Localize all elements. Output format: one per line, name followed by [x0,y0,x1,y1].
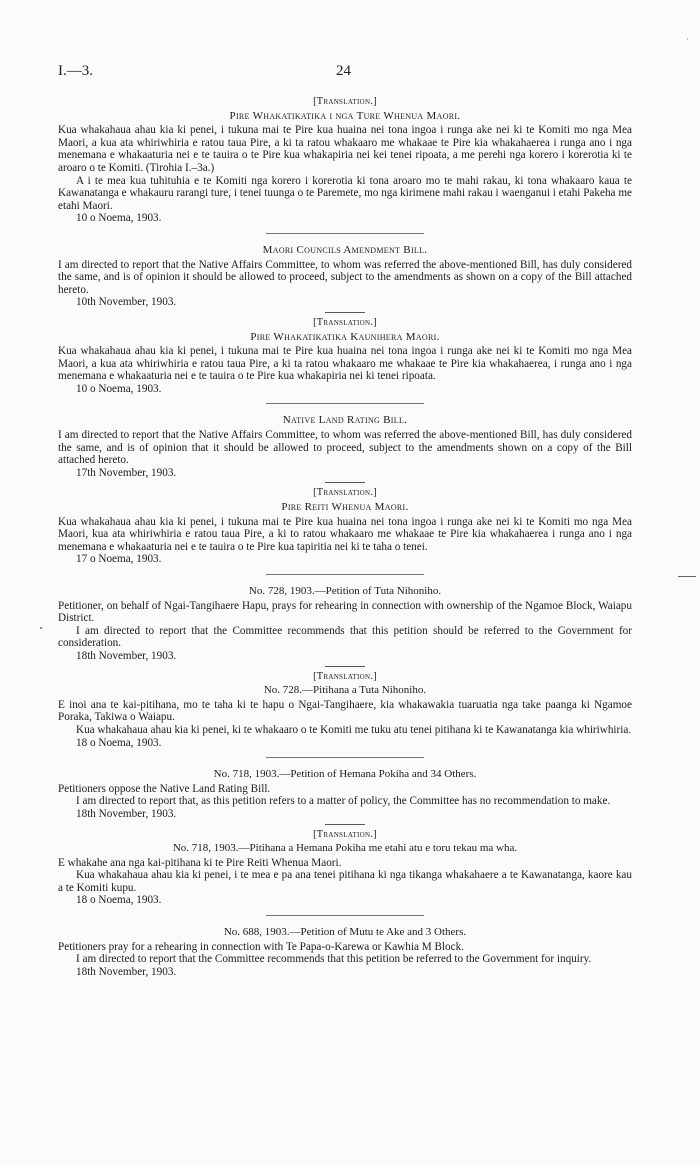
section-petition-688 [58,926,632,978]
paragraph: A i te mea kua tuhituhia e te Komiti nga korero i korerotia ki tona aroaro mo te mahi rakau, ki tona whakaaro kaua te Kawanatanga e whakauru rarangi ture, i tenei tuunga o te Paremete, mo nga kirimene mahi rakau i waenganui i etahi Pakeha me etahi Maori. [58,174,632,212]
short-divider [325,824,365,825]
date-line: 17th November, 1903. [76,466,177,479]
paragraph: Kua whakahaua ahau kia ki penei, i tukuna mai te Pire kua huaina nei tona ingoa i runga ake nei ki te Komiti mo nga Mea Maori, a kua ata whiriwhiria e ratou taua Pire, a ki ta ratou whakaaro me whakaae te Pire kia whakahaerea, i runga ano i nga menemana e whakaaturia nei e te tauira o te Pire kua whakapiria nei ki tenei ripoata. [58,345,632,383]
document-body [58,96,632,978]
paragraph: I am directed to report that the Committee recommends that this petition be referred to the Government for inquiry. [76,953,592,966]
date-line: 10th November, 1903. [76,296,177,309]
paragraph: Petitioners pray for a rehearing in connection with Te Papa-o-Karewa or Kawhia M Block. [58,940,464,953]
paragraph: I am directed to report that the Native Affairs Committee, to whom was referred the above-mentioned Bill, has duly considered the same, and is of opinion it should be allowed to proceed, subject to the amendments as shown on a copy of the Bill attached hereto. [58,258,632,296]
paragraph: I am directed to report that the Committee recommends that this petition should be referred to the Government for consideration. [58,624,632,650]
short-divider [325,666,365,667]
section-heading: Pire Whakatikatika i nga Ture Whenua Maori. [229,109,461,122]
margin-dot [40,627,42,629]
section-heading: Maori Councils Amendment Bill. [262,243,428,256]
date-line: 18th November, 1903. [76,649,177,662]
translation-heading: Pire Whakatikatika Kaunihera Maori. [250,330,440,343]
section-heading: No. 688, 1903.—Petition of Mutu te Ake and 3 Others. [223,926,467,939]
section-divider [266,574,424,575]
translation-heading: No. 718, 1903.—Pitihana a Hemana Pokiha me etahi atu e toru tekau ma wha. [172,842,518,855]
date-line: 17 o Noema, 1903. [76,553,162,566]
paragraph: Petitioner, on behalf of Ngai-Tangihaere Hapu, prays for rehearing in connection with ownership of the Ngamoe Block, Waiapu District. [58,599,632,625]
paragraph: Kua whakahaua ahau kia ki penei, i tukuna mai te Pire kua huaina nei tona ingoa i runga ake nei ki te Komiti mo nga Mea Maori, kua ata whiriwhiria e ratou taua Pire, a ki to ratou whakaaro me whakaae te Pire kia whakahaerea i runga ano i nga menemana e whakaaturia nei e te tauira o te Pire kua tapiritia nei ki te taha o tenei. [58,515,632,553]
section-petition-718 [58,768,632,907]
paragraph: Kua whakahaua ahau kia ki penei, i tukuna mai te Pire kua huaina nei tona ingoa i runga ake nei ki te Komiti mo nga Mea Maori, a kua ata whiriwhiria e ratou taua Pire, a ki ta ratou whakaaro me whakaae te Pire kia whakahaerea i runga ano i nga menemana e whakaaturia nei e te tauira o te Pire kua whakapiria nei kei tenei ripoata, a me perehi nga korero i korerotia ki te aroaro o te Komiti. (Tirohia I.–3a.) [58,124,632,174]
margin-speck: ` [686,37,689,47]
page-reference: I.—3. [58,63,93,79]
translation-heading: No. 728.—Pitihana a Tuta Nihoniho. [263,684,427,697]
paragraph: Kua whakahaua ahau kia ki penei, i te mea e pa ana tenei pitihana ki nga tikanga whakahaere a te Kawanatanga, kaore kau a te Komiti kupu. [58,869,632,894]
date-line: 10 o Noema, 1903. [76,382,162,395]
translation-label: [Translation.] [313,316,377,328]
translation-label: [Translation.] [313,96,377,107]
short-divider [325,482,365,483]
paragraph: I am directed to report that, as this petition refers to a matter of policy, the Committee has no recommendation to make. [76,795,611,808]
section-divider [266,915,424,916]
date-line: 18th November, 1903. [76,965,177,978]
date-line: 18th November, 1903. [76,807,177,820]
section-divider [266,233,424,234]
paragraph: E inoi ana te kai-pitihana, mo te taha ki te hapu o Ngai-Tangihaere, kia whakawakia tuaruatia nga take paanga ki Ngamoe Poraka, Takiwa o Waiapu. [58,698,632,724]
translation-label: [Translation.] [313,487,377,499]
section-pire-whakatikatika-ture [58,96,632,225]
page-number: 24 [336,63,351,79]
translation-label: [Translation.] [313,670,377,682]
section-divider [266,757,424,758]
section-heading: Native Land Rating Bill. [282,414,408,427]
section-petition-728 [58,585,632,749]
date-line: 18 o Noema, 1903. [76,894,162,907]
date-line: 10 o Noema, 1903. [76,212,162,225]
translation-heading: Pire Reiti Whenua Maori. [281,501,409,514]
date-line: 18 o Noema, 1903. [76,736,162,749]
section-divider [266,403,424,404]
section-heading: No. 728, 1903.—Petition of Tuta Nihoniho. [248,585,442,597]
section-heading: No. 718, 1903.—Petition of Hemana Pokiha and 34 Others. [213,768,477,781]
translation-label: [Translation.] [313,828,377,840]
short-divider [325,312,365,313]
section-native-land-rating-bill [58,414,632,566]
margin-mark [678,576,696,577]
paragraph: Petitioners oppose the Native Land Rating Bill. [58,782,271,795]
paragraph: I am directed to report that the Native Affairs Committee, to whom was referred the above-mentioned Bill, has duly considered the same, and is of opinion that it should be allowed to proceed, subject to the amendments shown on a copy of the Bill attached hereto. [58,429,632,467]
paragraph: E whakahe ana nga kai-pitihana ki te Pire Reiti Whenua Maori. [58,856,342,869]
paragraph: Kua whakahaua ahau kia ki penei, ki te whakaaro o te Komiti me tuku atu tenei pitihana ki te Kawanatanga kia whiriwhiria. [76,723,632,736]
section-maori-councils-bill [58,244,632,396]
